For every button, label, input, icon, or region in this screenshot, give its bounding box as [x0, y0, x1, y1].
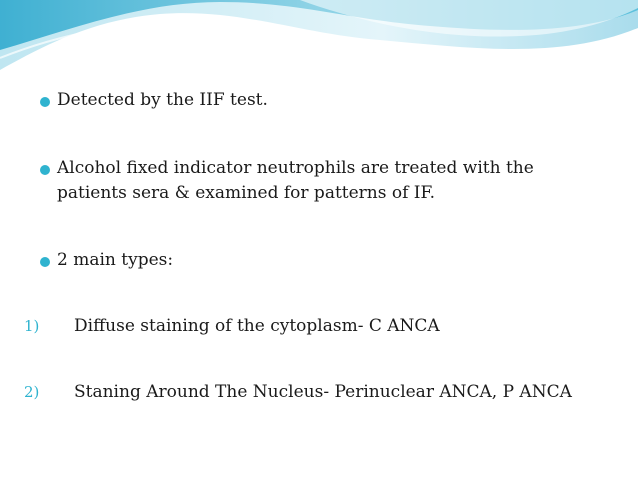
bullet-dot-icon — [40, 257, 50, 267]
list-number: 1) — [24, 317, 40, 335]
numbered-text: Diffuse staining of the cytoplasm- C ANCA — [74, 316, 440, 336]
bullet-text: Detected by the IIF test. — [57, 90, 268, 110]
bullet-dot-icon — [40, 165, 50, 175]
bullet-dot-icon — [40, 97, 50, 107]
list-number: 2) — [24, 383, 40, 401]
numbered-text: Staning Around The Nucleus- Perinuclear ANCA, P ANCA — [74, 382, 572, 402]
bullet-text: 2 main types: — [57, 250, 174, 270]
bullet-text: Alcohol fixed indicator neutrophils are treated with the patients sera & examined for patterns of IF. — [57, 158, 534, 203]
